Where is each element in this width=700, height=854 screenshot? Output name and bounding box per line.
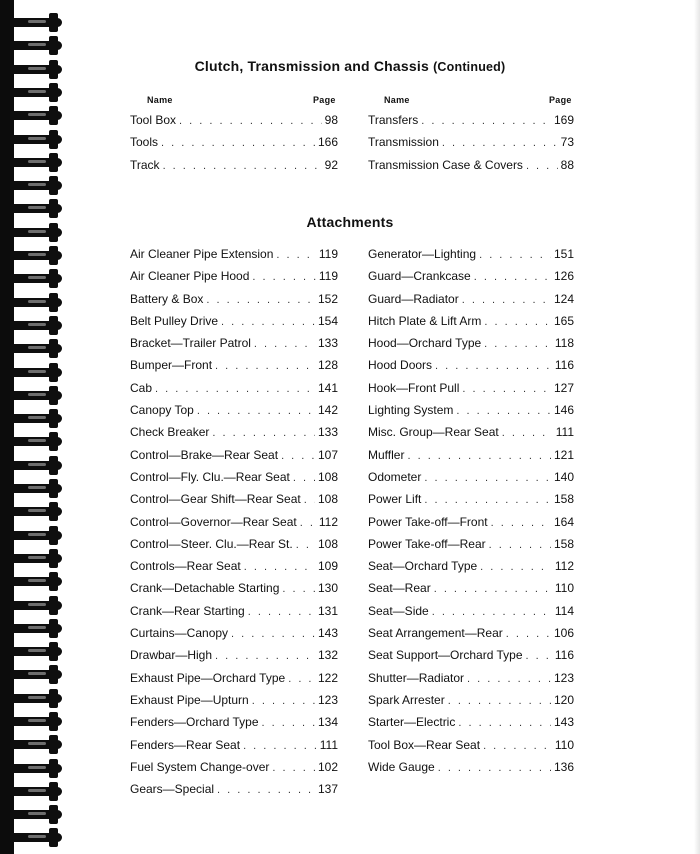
index-entry <box>368 135 574 157</box>
entry-page-number: 128 <box>317 358 338 373</box>
index-entry <box>130 648 338 670</box>
entry-page-number: 109 <box>317 559 338 574</box>
spiral-binding <box>0 0 72 854</box>
entry-name: Air Cleaner Pipe Extension <box>130 247 274 261</box>
entry-name: Check Breaker <box>130 425 210 440</box>
entry-page-number: 116 <box>554 648 574 663</box>
dot-leader <box>300 517 316 529</box>
entry-name: Spark Arrester <box>368 692 445 707</box>
entry-name: Control—Steer. Clu.—Rear St. <box>130 536 293 551</box>
index-entry <box>130 492 338 514</box>
entry-name: Fenders—Orchard Type <box>130 715 259 730</box>
clutch-right-column <box>368 113 574 180</box>
entry-page-number: 141 <box>317 380 338 395</box>
binding-coil <box>10 694 62 703</box>
dot-leader <box>282 583 315 595</box>
index-entry <box>130 782 338 804</box>
binding-coil <box>10 787 62 796</box>
dot-leader <box>526 160 558 172</box>
index-entry <box>130 604 338 626</box>
binding-coil <box>10 740 62 749</box>
binding-coil <box>10 204 62 213</box>
index-entry <box>368 604 574 626</box>
entry-page-number: 123 <box>317 692 338 707</box>
binding-coil <box>10 344 62 353</box>
entry-name: Tool Box <box>130 113 177 127</box>
index-entry <box>130 269 338 291</box>
entry-name: Wide Gauge <box>368 759 435 774</box>
dot-leader <box>484 338 552 350</box>
col-header-page-left: Page <box>313 95 336 105</box>
dot-leader <box>304 494 315 506</box>
dot-leader <box>458 717 551 729</box>
index-entry <box>368 559 574 581</box>
dot-leader <box>502 427 553 439</box>
entry-page-number: 154 <box>317 313 338 328</box>
dot-leader <box>272 762 315 774</box>
entry-name: Curtains—Canopy <box>130 626 229 641</box>
binding-coil <box>10 391 62 400</box>
dot-leader <box>254 338 315 350</box>
dot-leader <box>462 383 551 395</box>
section-title-text: Clutch, Transmission and Chassis <box>194 58 429 74</box>
dot-leader <box>480 561 552 573</box>
entry-name: Control—Governor—Rear Seat <box>130 514 297 529</box>
binding-coil <box>10 437 62 446</box>
entry-page-number: 111 <box>555 425 574 440</box>
entry-page-number: 122 <box>317 670 338 685</box>
dot-leader <box>432 606 552 618</box>
dot-leader <box>462 294 551 306</box>
binding-coil <box>10 321 62 330</box>
entry-page-number: 140 <box>553 469 574 484</box>
entry-page-number: 92 <box>324 157 338 172</box>
entry-name: Tool Box—Rear Seat <box>368 737 481 752</box>
index-entry <box>130 671 338 693</box>
entry-name: Battery & Box <box>130 291 204 306</box>
col-header-page-right: Page <box>549 95 572 105</box>
entry-name: Hood—Orchard Type <box>368 336 482 351</box>
index-entry <box>368 693 574 715</box>
dot-leader <box>479 249 551 261</box>
entry-name: Air Cleaner Pipe Hood <box>130 269 250 284</box>
index-entry <box>130 515 338 537</box>
entry-name: Controls—Rear Seat <box>130 559 241 574</box>
entry-name: Seat—Side <box>368 603 429 618</box>
dot-leader <box>407 450 551 462</box>
entry-name: Transfers <box>368 113 419 127</box>
page-edge <box>694 0 700 854</box>
entry-page-number: 111 <box>319 737 338 752</box>
entry-page-number: 123 <box>553 670 574 685</box>
entry-name: Exhaust Pipe—Upturn <box>130 692 249 707</box>
entry-name: Odometer <box>368 469 422 484</box>
index-entry <box>368 292 574 314</box>
binding-coil <box>10 368 62 377</box>
index-entry <box>368 269 574 291</box>
dot-leader <box>179 115 322 127</box>
entry-name: Belt Pulley Drive <box>130 313 219 328</box>
binding-coil <box>10 833 62 842</box>
entry-page-number: 158 <box>553 536 574 551</box>
index-entry <box>130 448 338 470</box>
index-entry <box>368 158 574 180</box>
binding-coil <box>10 181 62 190</box>
entry-page-number: 169 <box>553 113 574 127</box>
index-entry <box>368 425 574 447</box>
entry-page-number: 108 <box>317 492 338 507</box>
dot-leader <box>215 360 315 372</box>
index-entry <box>130 314 338 336</box>
entry-name: Seat—Orchard Type <box>368 559 478 574</box>
entry-name: Misc. Group—Rear Seat <box>368 425 499 440</box>
col-header-name-right: Name <box>384 95 410 105</box>
binding-coil <box>10 251 62 260</box>
binding-coil <box>10 601 62 610</box>
binding-coil <box>10 647 62 656</box>
entry-name: Seat Support—Orchard Type <box>368 648 523 663</box>
entry-name: Control—Brake—Rear Seat <box>130 447 279 462</box>
entry-name: Control—Fly. Clu.—Rear Seat <box>130 469 290 484</box>
binding-coil <box>10 554 62 563</box>
index-entry <box>130 537 338 559</box>
dot-leader <box>434 583 552 595</box>
dot-leader <box>231 628 315 640</box>
dot-leader <box>252 271 315 283</box>
entry-page-number: 151 <box>553 247 574 261</box>
binding-coil <box>10 414 62 423</box>
entry-page-number: 143 <box>553 715 574 730</box>
index-entry <box>368 403 574 425</box>
index-entry <box>368 671 574 693</box>
attachments-left-column <box>130 247 338 804</box>
dot-leader <box>293 472 315 484</box>
dot-leader <box>252 695 315 707</box>
entry-name: Starter—Electric <box>368 715 456 730</box>
index-entry <box>130 626 338 648</box>
index-entry <box>130 693 338 715</box>
index-entry <box>130 403 338 425</box>
index-entry <box>368 247 574 269</box>
entry-page-number: 108 <box>317 536 338 551</box>
entry-name: Crank—Detachable Starting <box>130 581 280 596</box>
dot-leader <box>288 673 315 685</box>
entry-name: Control—Gear Shift—Rear Seat <box>130 492 301 507</box>
entry-name: Power Take-off—Rear <box>368 536 486 551</box>
entry-page-number: 116 <box>554 358 574 373</box>
index-entry <box>368 648 574 670</box>
entry-name: Transmission <box>368 135 439 150</box>
attachments-right-column <box>368 247 574 782</box>
dot-leader <box>456 405 551 417</box>
index-entry <box>130 581 338 603</box>
entry-page-number: 88 <box>560 157 574 172</box>
entry-name: Crank—Rear Starting <box>130 603 245 618</box>
dot-leader <box>526 650 552 662</box>
entry-page-number: 127 <box>553 380 574 395</box>
index-entry <box>368 581 574 603</box>
entry-page-number: 120 <box>553 692 574 707</box>
entry-name: Power Take-off—Front <box>368 514 488 529</box>
entry-page-number: 126 <box>553 269 574 284</box>
entry-page-number: 164 <box>553 514 574 529</box>
dot-leader <box>215 650 315 662</box>
dot-leader <box>467 673 551 685</box>
entry-name: Track <box>130 157 160 172</box>
entry-page-number: 114 <box>554 603 574 618</box>
entry-name: Seat—Rear <box>368 581 431 596</box>
entry-page-number: 98 <box>324 113 338 127</box>
entry-page-number: 137 <box>317 782 338 797</box>
dot-leader <box>155 383 315 395</box>
section-title-text: Attachments <box>306 214 394 230</box>
index-entry <box>130 135 338 157</box>
entry-page-number: 108 <box>317 469 338 484</box>
entry-page-number: 152 <box>317 291 338 306</box>
entry-page-number: 110 <box>554 581 574 596</box>
dot-leader <box>221 316 315 328</box>
entry-page-number: 106 <box>553 626 574 641</box>
entry-page-number: 142 <box>317 403 338 418</box>
index-entry <box>368 738 574 760</box>
entry-name: Guard—Crankcase <box>368 269 471 284</box>
entry-name: Fenders—Rear Seat <box>130 737 241 752</box>
dot-leader <box>161 137 315 149</box>
entry-page-number: 73 <box>560 135 574 150</box>
entry-name: Cab <box>130 380 153 395</box>
binding-coil <box>10 507 62 516</box>
entry-name: Transmission Case & Covers <box>368 157 523 172</box>
entry-page-number: 112 <box>554 559 574 574</box>
dot-leader <box>217 784 315 796</box>
entry-page-number: 166 <box>317 135 338 150</box>
index-entry <box>130 247 338 269</box>
dot-leader <box>424 494 551 506</box>
binding-coil <box>10 577 62 586</box>
binding-coil <box>10 810 62 819</box>
entry-page-number: 119 <box>318 247 338 261</box>
entry-page-number: 165 <box>553 313 574 328</box>
continued-label: (Continued) <box>433 60 506 74</box>
index-entry <box>368 113 574 135</box>
index-entry <box>368 492 574 514</box>
index-entry <box>368 470 574 492</box>
index-entry <box>368 381 574 403</box>
dot-leader <box>435 360 552 372</box>
entry-page-number: 107 <box>317 447 338 462</box>
dot-leader <box>248 606 315 618</box>
index-entry <box>368 626 574 648</box>
index-entry <box>368 448 574 470</box>
index-entry <box>130 158 338 180</box>
binding-coil <box>10 484 62 493</box>
index-entry <box>368 336 574 358</box>
clutch-left-column <box>130 113 338 180</box>
index-entry <box>130 559 338 581</box>
entry-name: Generator—Lighting <box>368 247 477 261</box>
index-entry <box>368 314 574 336</box>
entry-name: Lighting System <box>368 403 454 418</box>
entry-name: Bumper—Front <box>130 358 213 373</box>
entry-name: Hood Doors <box>368 358 433 373</box>
index-entry <box>130 738 338 760</box>
dot-leader <box>163 160 322 172</box>
dot-leader <box>489 539 551 551</box>
index-entry <box>130 470 338 492</box>
dot-leader <box>483 740 552 752</box>
entry-name: Guard—Radiator <box>368 291 459 306</box>
dot-leader <box>296 539 315 551</box>
entry-name: Gears—Special <box>130 782 215 797</box>
dot-leader <box>421 115 551 127</box>
entry-page-number: 133 <box>317 425 338 440</box>
entry-page-number: 110 <box>554 737 574 752</box>
index-entry <box>130 425 338 447</box>
index-entry <box>368 537 574 559</box>
entry-page-number: 121 <box>553 447 574 462</box>
dot-leader <box>448 695 551 707</box>
dot-leader <box>197 405 315 417</box>
index-entry <box>368 515 574 537</box>
entry-name: Seat Arrangement—Rear <box>368 626 503 641</box>
entry-page-number: 124 <box>553 291 574 306</box>
entry-page-number: 133 <box>317 336 338 351</box>
dot-leader <box>206 294 315 306</box>
index-entry <box>130 358 338 380</box>
index-entry <box>130 715 338 737</box>
binding-coil <box>10 624 62 633</box>
entry-page-number: 102 <box>317 759 338 774</box>
entry-page-number: 134 <box>317 715 338 730</box>
entry-page-number: 158 <box>553 492 574 507</box>
binding-coil <box>10 461 62 470</box>
index-entry <box>130 336 338 358</box>
index-entry <box>130 381 338 403</box>
entry-name: Exhaust Pipe—Orchard Type <box>130 670 286 685</box>
binding-coil <box>10 88 62 97</box>
dot-leader <box>243 740 317 752</box>
dot-leader <box>484 316 551 328</box>
dot-leader <box>276 249 315 261</box>
section-title-clutch <box>0 58 700 74</box>
binding-coil <box>10 298 62 307</box>
binding-coil <box>10 41 62 50</box>
dot-leader <box>491 517 551 529</box>
dot-leader <box>506 628 551 640</box>
section-title-attachments <box>0 214 700 230</box>
binding-coil <box>10 111 62 120</box>
binding-coil <box>10 531 62 540</box>
entry-page-number: 119 <box>318 269 338 284</box>
index-entry <box>130 113 338 135</box>
entry-page-number: 146 <box>553 403 574 418</box>
binding-coil <box>10 158 62 167</box>
entry-name: Power Lift <box>368 492 422 507</box>
dot-leader <box>262 717 315 729</box>
dot-leader <box>424 472 551 484</box>
binding-coil <box>10 135 62 144</box>
index-entry <box>368 760 574 782</box>
entry-name: Shutter—Radiator <box>368 670 465 685</box>
entry-name: Muffler <box>368 447 405 462</box>
entry-name: Tools <box>130 135 159 150</box>
dot-leader <box>474 271 551 283</box>
dot-leader <box>438 762 551 774</box>
dot-leader <box>442 137 558 149</box>
entry-name: Bracket—Trailer Patrol <box>130 336 251 351</box>
binding-coil <box>10 18 62 27</box>
entry-name: Drawbar—High <box>130 648 213 663</box>
dot-leader <box>244 561 315 573</box>
dot-leader <box>281 450 315 462</box>
entry-name: Hitch Plate & Lift Arm <box>368 313 482 328</box>
binding-coil <box>10 764 62 773</box>
binding-coil <box>10 274 62 283</box>
index-entry <box>130 292 338 314</box>
entry-page-number: 132 <box>317 648 338 663</box>
index-entry <box>368 715 574 737</box>
entry-page-number: 136 <box>553 759 574 774</box>
entry-page-number: 130 <box>317 581 338 596</box>
dot-leader <box>212 427 315 439</box>
index-entry <box>368 358 574 380</box>
entry-page-number: 143 <box>317 626 338 641</box>
entry-name: Canopy Top <box>130 403 194 418</box>
entry-name: Fuel System Change-over <box>130 759 270 774</box>
entry-page-number: 112 <box>318 514 338 529</box>
index-entry <box>130 760 338 782</box>
entry-name: Hook—Front Pull <box>368 380 460 395</box>
col-header-name-left: Name <box>147 95 173 105</box>
entry-page-number: 118 <box>554 336 574 351</box>
binding-coil <box>10 670 62 679</box>
binding-coil <box>10 717 62 726</box>
entry-page-number: 131 <box>317 603 338 618</box>
